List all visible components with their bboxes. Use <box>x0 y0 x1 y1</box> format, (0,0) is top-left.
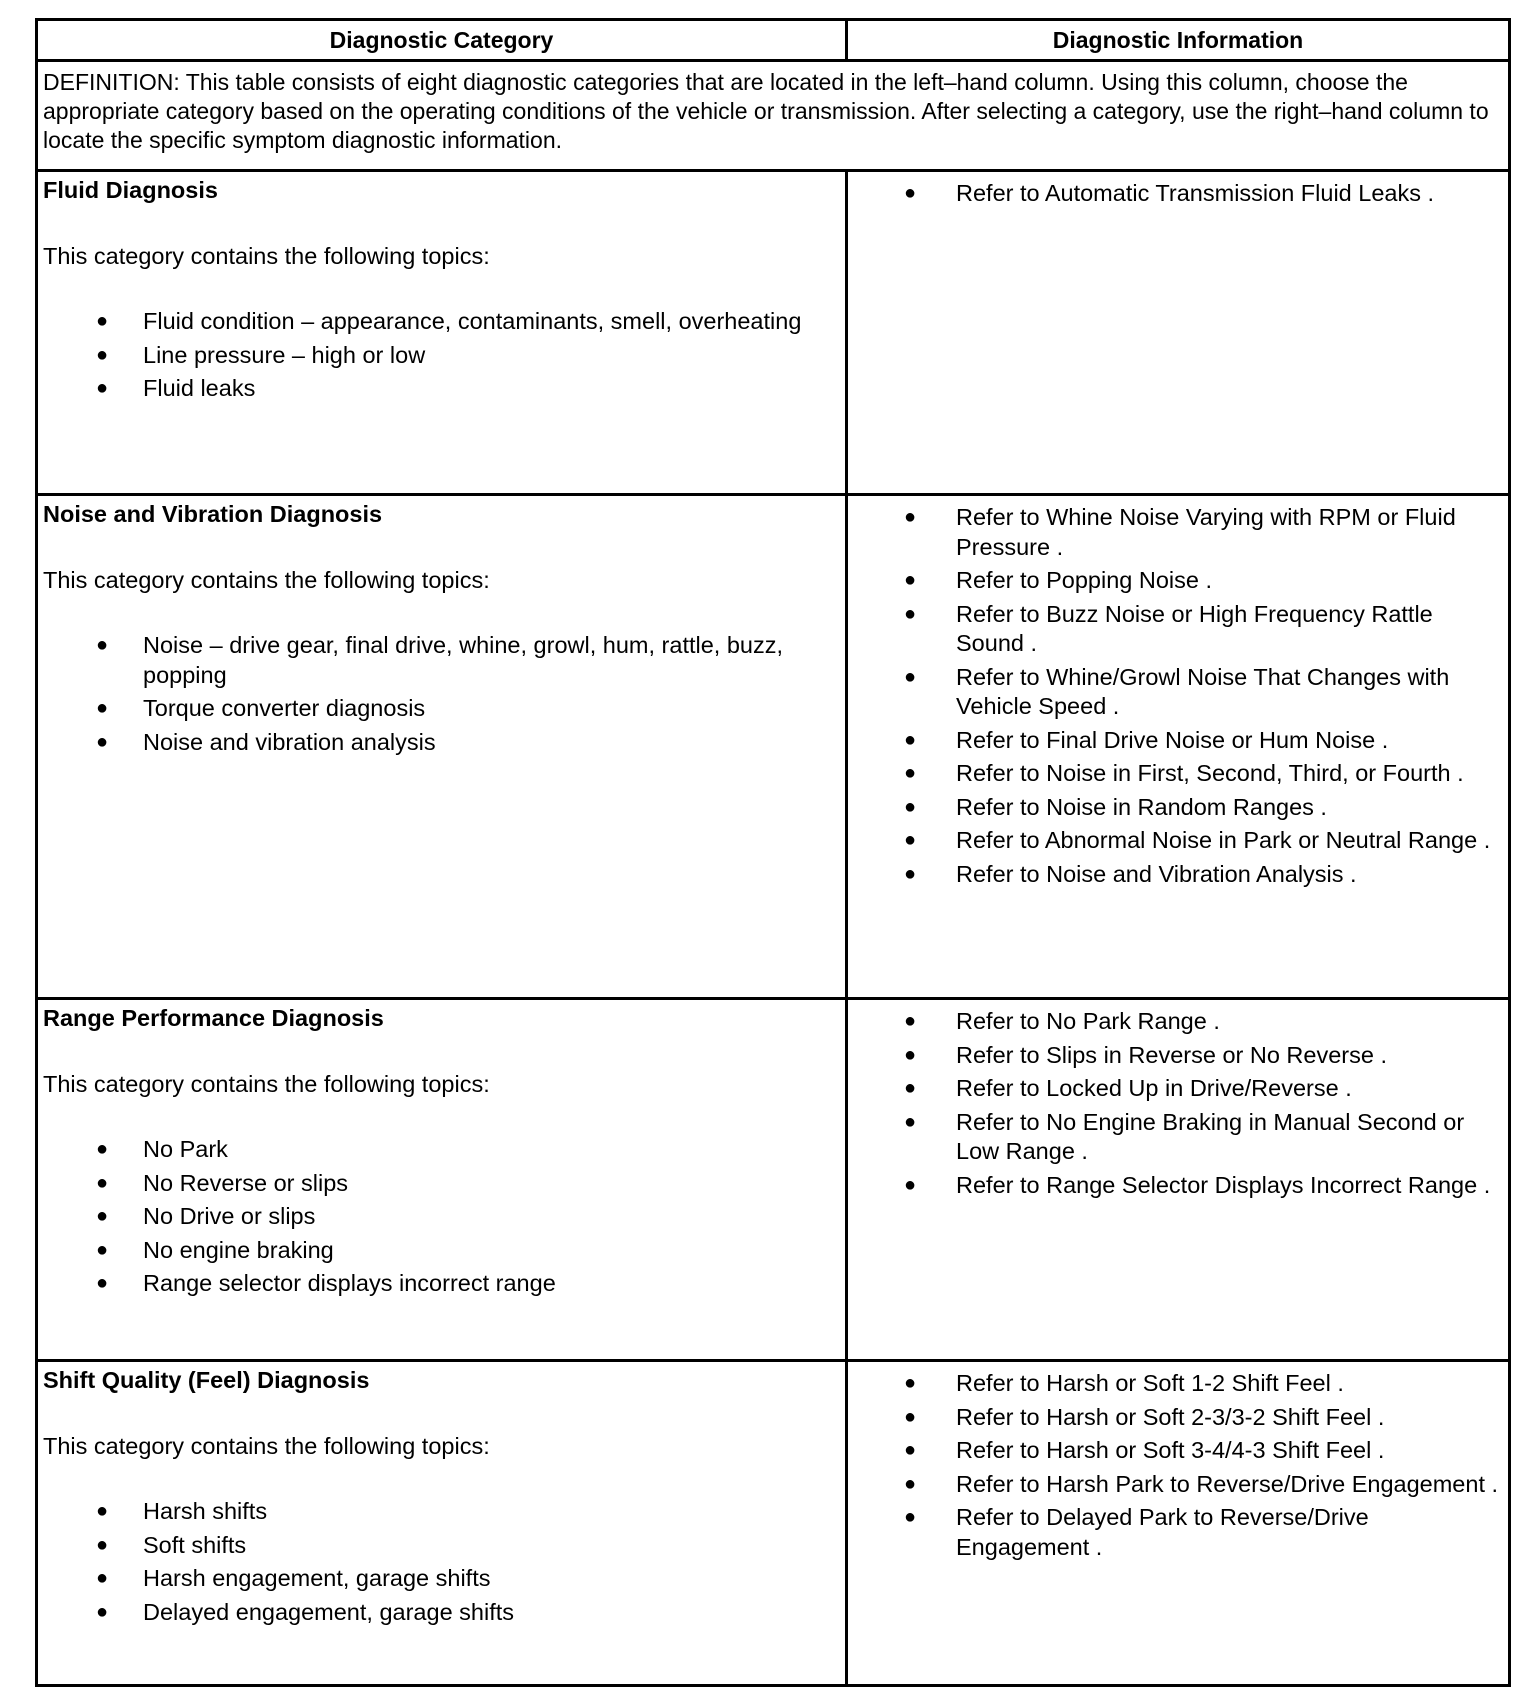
info-link[interactable]: ● Refer to Noise in First, Second, Third, or Fourth . <box>848 759 1500 789</box>
list-item: ● Delayed engagement, garage shifts <box>43 1598 839 1628</box>
list-item: ● Harsh shifts <box>43 1497 839 1527</box>
info-link[interactable]: ● Refer to Harsh or Soft 1-2 Shift Feel . <box>848 1369 1500 1399</box>
info-link[interactable]: ● Refer to Buzz Noise or High Frequency Rattle Sound . <box>904 600 1433 656</box>
info-link[interactable]: ● Refer to Harsh Park to Reverse/Drive Engagement . <box>848 1470 1500 1500</box>
category-title: Fluid Diagnosis <box>43 177 218 203</box>
bullet-icon: ● <box>904 1506 917 1528</box>
info-link[interactable]: ● Refer to Noise in Random Ranges . <box>848 793 1500 823</box>
info-link[interactable]: ● Refer to Whine Noise Varying with RPM or Fluid Pressure . <box>904 504 1456 560</box>
bullet-icon: ● <box>904 1173 917 1196</box>
bullet-icon: ● <box>96 1500 109 1522</box>
bullet-icon: ● <box>904 665 917 688</box>
definition-row <box>37 61 1510 171</box>
bullet-icon: ● <box>96 377 109 399</box>
list-item: ● No engine braking <box>43 1236 839 1266</box>
info-list <box>848 1007 1500 1200</box>
bullet-icon: ● <box>904 569 917 591</box>
category-intro: This category contains the following topics: <box>43 1071 490 1097</box>
info-link[interactable]: ● Refer to Whine/Growl Noise That Changes with Vehicle Speed . <box>904 663 1450 719</box>
info-list <box>848 503 1500 889</box>
bullet-icon: ● <box>96 310 109 332</box>
info-cell <box>847 999 1510 1361</box>
list-item: ● Fluid leaks <box>43 374 839 404</box>
bullet-icon: ● <box>96 730 109 753</box>
info-link[interactable]: ● Refer to Locked Up in Drive/Reverse . <box>848 1074 1500 1104</box>
category-title: Range Performance Diagnosis <box>43 1005 384 1031</box>
column-header-information: Diagnostic Information <box>847 20 1510 61</box>
bullet-icon: ● <box>96 1205 109 1227</box>
list-item: ● No Drive or slips <box>43 1202 839 1232</box>
bullet-icon: ● <box>904 1077 917 1099</box>
info-link[interactable]: ● Refer to Range Selector Displays Incorrect Range . <box>848 1171 1500 1201</box>
table-row <box>37 495 1510 999</box>
bullet-icon: ● <box>904 1405 917 1428</box>
info-link[interactable]: ● Refer to Harsh or Soft 3-4/4-3 Shift Feel . <box>848 1436 1500 1466</box>
bullet-icon: ● <box>96 697 109 719</box>
bullet-icon: ● <box>904 1439 917 1461</box>
table-row <box>37 171 1510 495</box>
info-link[interactable]: ● Refer to Slips in Reverse or No Reverse . <box>848 1041 1500 1071</box>
bullet-icon: ● <box>904 762 917 784</box>
info-list <box>848 179 1500 209</box>
info-cell <box>847 495 1510 999</box>
topic-list <box>43 1497 839 1627</box>
list-item: ● No Reverse or slips <box>43 1169 839 1199</box>
info-link[interactable]: ● Refer to Final Drive Noise or Hum Noise . <box>848 726 1500 756</box>
bullet-icon: ● <box>96 1238 109 1261</box>
category-cell <box>37 495 847 999</box>
bullet-icon: ● <box>904 506 917 528</box>
table-row <box>37 999 1510 1361</box>
bullet-icon: ● <box>904 1472 917 1495</box>
bullet-icon: ● <box>904 1010 917 1032</box>
topic-list <box>43 631 839 757</box>
category-intro: This category contains the following topics: <box>43 1433 490 1459</box>
info-link[interactable]: ● Refer to No Engine Braking in Manual Second or Low Range . <box>904 1108 1465 1164</box>
bullet-icon: ● <box>96 1533 109 1556</box>
bullet-icon: ● <box>96 1600 109 1623</box>
category-intro: This category contains the following topics: <box>43 243 490 269</box>
category-cell <box>37 999 847 1361</box>
header-row <box>37 20 1510 61</box>
info-link[interactable]: ● Refer to No Park Range . <box>848 1007 1500 1037</box>
info-cell <box>847 171 1510 495</box>
info-link[interactable]: ● Refer to Harsh or Soft 2-3/3-2 Shift Feel . <box>848 1403 1500 1433</box>
bullet-icon: ● <box>96 1567 109 1589</box>
topic-list <box>43 1135 839 1299</box>
info-list <box>848 1369 1500 1562</box>
bullet-icon: ● <box>904 829 917 851</box>
info-link[interactable]: ● Refer to Popping Noise . <box>848 566 1500 596</box>
list-item: ● No Park <box>43 1135 839 1165</box>
list-item: ● Line pressure – high or low <box>43 341 839 371</box>
info-link[interactable]: ● Refer to Automatic Transmission Fluid Leaks . <box>848 179 1500 209</box>
category-cell <box>37 1361 847 1686</box>
table-row <box>37 1361 1510 1686</box>
info-cell <box>847 1361 1510 1686</box>
category-intro: This category contains the following topics: <box>43 567 490 593</box>
list-item: ● Fluid condition – appearance, contaminants, smell, overheating <box>43 307 839 337</box>
list-item: ● Range selector displays incorrect range <box>43 1269 839 1299</box>
category-title: Noise and Vibration Diagnosis <box>43 501 383 527</box>
list-item: ● Noise and vibration analysis <box>43 728 839 758</box>
bullet-icon: ● <box>904 1110 917 1133</box>
info-link[interactable]: ● Refer to Noise and Vibration Analysis . <box>848 860 1500 890</box>
list-item: ● Soft shifts <box>43 1531 839 1561</box>
column-header-category: Diagnostic Category <box>37 20 847 61</box>
category-title: Shift Quality (Feel) Diagnosis <box>43 1367 370 1393</box>
bullet-icon: ● <box>96 634 109 656</box>
list-item: ● Noise – drive gear, final drive, whine, growl, hum, rattle, buzz, popping <box>96 632 784 688</box>
diagnostic-table <box>35 18 1511 1687</box>
bullet-icon: ● <box>96 1272 109 1294</box>
bullet-icon: ● <box>904 1372 917 1394</box>
list-item: ● Harsh engagement, garage shifts <box>43 1564 839 1594</box>
bullet-icon: ● <box>904 795 917 818</box>
topic-list <box>43 307 839 404</box>
info-link[interactable]: ● Refer to Abnormal Noise in Park or Neutral Range . <box>848 826 1500 856</box>
bullet-icon: ● <box>96 1171 109 1194</box>
bullet-icon: ● <box>904 862 917 885</box>
bullet-icon: ● <box>904 728 917 751</box>
definition-text: DEFINITION: This table consists of eight diagnostic categories that are located in the left–hand column. Using this column, choose the appropriate category based on the operating conditions of the vehicle or transmission. After selecting a category, use the right–hand column to locate the specific symptom diagnostic information. <box>37 61 1510 171</box>
list-item: ● Torque converter diagnosis <box>43 694 839 724</box>
bullet-icon: ● <box>96 343 109 366</box>
bullet-icon: ● <box>904 602 917 625</box>
info-link[interactable]: ● Refer to Delayed Park to Reverse/Drive Engagement . <box>904 1504 1369 1560</box>
category-cell <box>37 171 847 495</box>
bullet-icon: ● <box>96 1138 109 1160</box>
bullet-icon: ● <box>904 182 917 204</box>
bullet-icon: ● <box>904 1043 917 1066</box>
